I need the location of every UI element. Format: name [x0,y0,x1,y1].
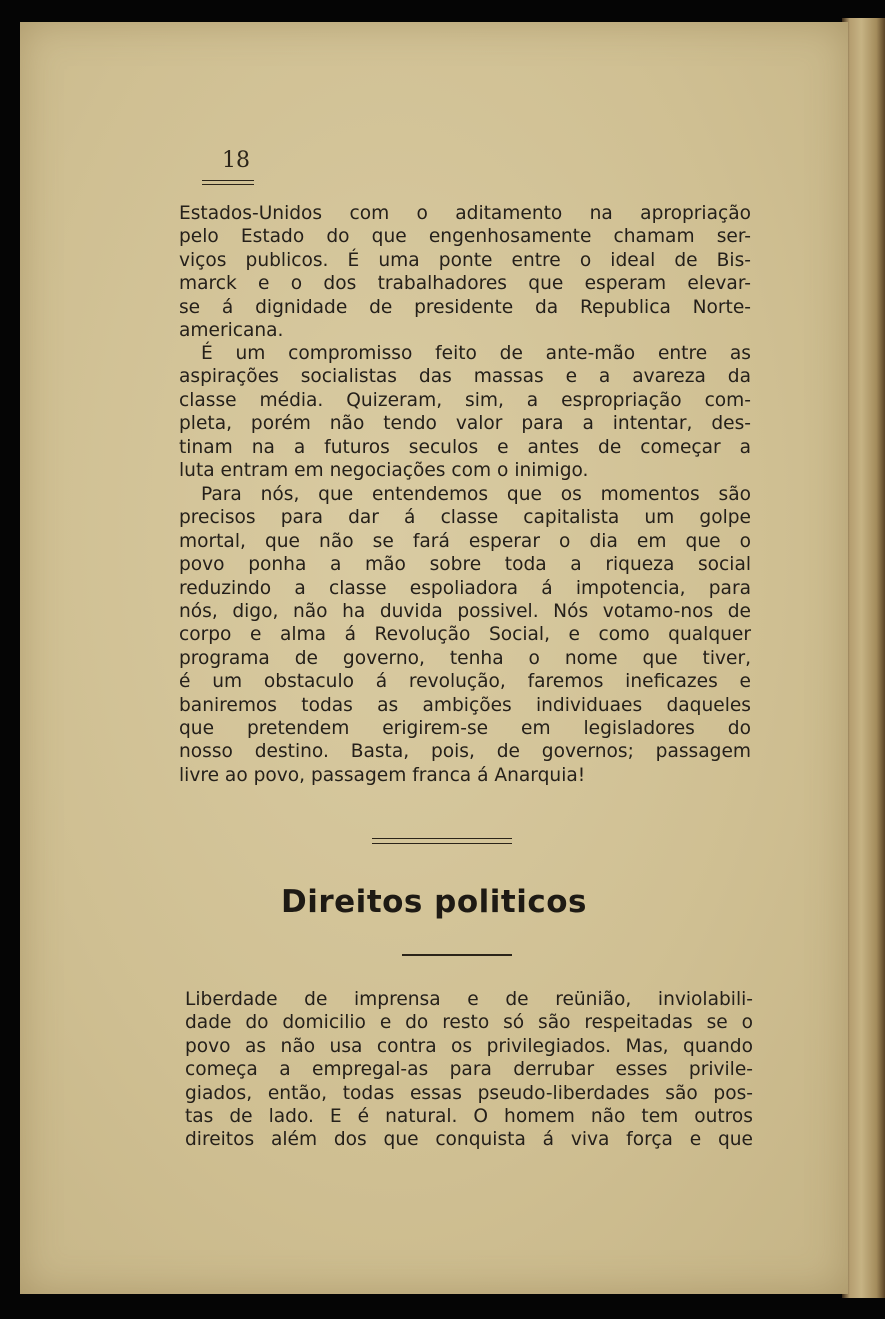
page-number: 18 [222,148,250,173]
text-line: direitos além dos que conquista á viva força e que [185,1129,753,1151]
page-number-underline-bottom [202,184,254,185]
section-divider-bottom [372,843,512,844]
text-line: pelo Estado do que engenhosamente chamam ser- [179,226,751,248]
text-line: precisos para dar á classe capitalista um golpe [179,507,751,529]
page-number-underline-top [202,180,254,181]
text-line: tas de lado. E é natural. O homem não tem outros [185,1106,753,1128]
text-line: pleta, porém não tendo valor para a intentar, des- [179,413,751,435]
text-line: Estados-Unidos com o aditamento na apropriação [179,203,751,224]
text-line: É um compromisso feito de ante-mão entre as [201,343,751,364]
paragraph-1 [179,202,751,342]
text-line: baniremos todas as ambições individuaes daqueles [179,694,751,716]
text-line: americana. [179,320,284,342]
paragraph-4 [185,988,753,1152]
text-line: viços publicos. É uma ponte entre o ideal de Bis- [179,249,751,271]
text-line: giados, então, todas essas pseudo-liberdades são pos- [185,1082,753,1104]
book-spine-edge [842,18,885,1298]
text-line: aspirações socialistas das massas e a avareza da [179,366,751,388]
text-line: mortal, que não se fará esperar o dia em que o [179,530,751,552]
text-line: dade do domicilio e do resto só são respeitadas se o [185,1012,753,1034]
text-line: se á dignidade de presidente da Republica Norte- [179,296,751,318]
heading-underline [402,954,512,956]
text-line: Liberdade de imprensa e de reünião, inviolabili- [185,989,753,1010]
text-line: nosso destino. Basta, pois, de governos; passagem [179,741,751,763]
text-line: nós, digo, não ha duvida possivel. Nós votamo-nos de [179,601,751,623]
section-divider-top [372,838,512,839]
paragraph-2 [179,342,751,482]
section-heading: Direitos politicos [281,884,587,920]
text-line: é um obstaculo á revolução, faremos ineficazes e [179,671,751,693]
text-line: classe média. Quizeram, sim, a espropriação com- [179,389,751,411]
text-line: programa de governo, tenha o nome que tiver, [179,647,751,669]
text-line: começa a empregal-as para derrubar esses privile- [185,1059,753,1081]
book-page [20,22,848,1294]
text-line: povo ponha a mão sobre toda a riqueza social [179,554,751,576]
text-line: povo as não usa contra os privilegiados. Mas, quando [185,1035,753,1057]
text-line: que pretendem erigirem-se em legisladores do [179,718,751,740]
text-line: livre ao povo, passagem franca á Anarquia! [179,764,586,786]
text-line: luta entram em negociações com o inimigo. [179,460,589,482]
text-line: tinam na a futuros seculos e antes de começar a [179,436,751,458]
text-line: corpo e alma á Revolução Social, e como qualquer [179,624,751,646]
paragraph-3 [179,483,751,787]
text-line: reduzindo a classe espoliadora á impotencia, para [179,577,751,599]
text-line: marck e o dos trabalhadores que esperam elevar- [179,273,751,295]
text-line: Para nós, que entendemos que os momentos são [201,484,751,505]
